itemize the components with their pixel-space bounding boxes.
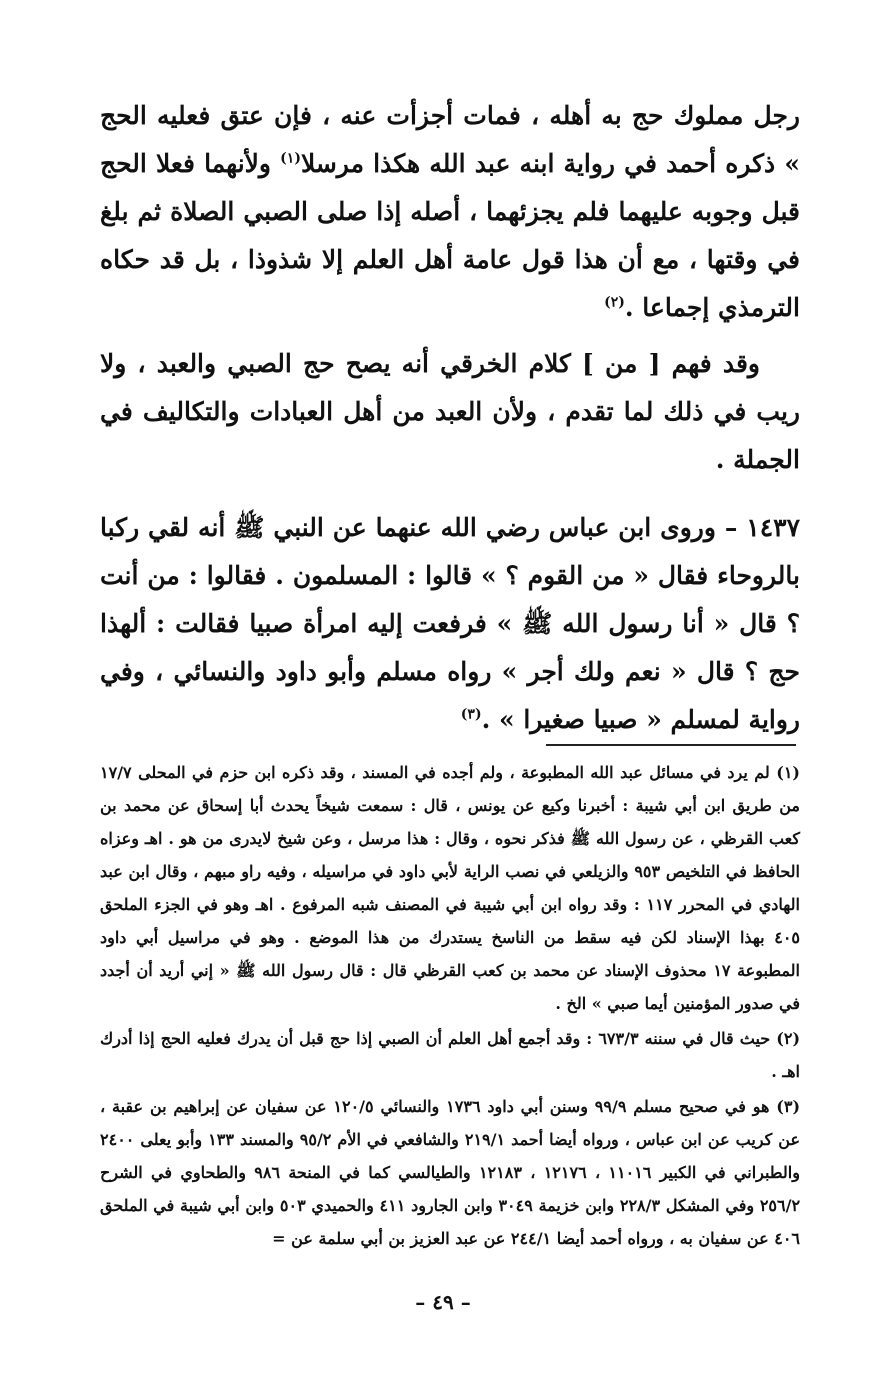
footnote-3: (٣) هو في صحيح مسلم ٩٩/٩ وسنن أبي داود ١٧٣٦ والنسائي ١٢٠/٥ عن سفيان عن إبراهيم بن عقبة ، عن كريب عن ابن عباس ، ورواه أيضا أحمد ٢١٩/١ والشافعي في الأم ٩٥/٢ والمسند ١٣٣ وأبو يعلى ٢٤٠٠ والطبراني في الكبير ١١٠١٦ ، ١٢١٧٦ ، ١٢١٨٣ والطيالسي كما في المنحة ٩٨٦ والطحاوي في الشرح ٢٥٦/٢ وفي المشكل ٢٢٨/٣ وابن خزيمة ٣٠٤٩ وابن الجارود ٤١١ والحميدي ٥٠٣ وابن أبي شيبة في الملحق ٤٠٦ عن سفيان به ، ورواه أحمد أيضا ٢٤٤/١ عن عبد العزيز بن أبي سلمة عن = (100, 1097, 801, 1248)
paragraph-1 (100, 92, 800, 332)
hadith-text: وروى ابن عباس رضي الله عنهما عن النبي ﷺ أنه لقي ركبا بالروحاء فقال « من القوم ؟ » قالوا : المسلمون . فقالوا : من أنت ؟ قال « أنا رسول الله ﷺ » فرفعت إليه امرأة صبيا فقالت : ألهذا حج ؟ قال « نعم ولك أجر » رواه مسلم وأبو داود والنسائي ، وفي رواية لمسلم « صبيا صغيرا » . (100, 513, 800, 734)
footnote-ref-3: (٣) (460, 706, 482, 723)
page-number: – ٤٩ – (415, 1290, 471, 1314)
footnote-2: (٢) حيث قال في سننه ٦٧٣/٣ : وقد أجمع أهل العلم أن الصبي إذا حج قبل أن يدرك فعليه الحج إذا أدرك اهـ . (100, 1029, 801, 1081)
paragraph-1-text: رجل مملوك حج به أهله ، فمات أجزأت عنه ، فإن عتق فعليه الحج » ذكره أحمد في رواية ابنه عبد الله هكذا مرسلا (100, 101, 800, 178)
hadith-number: ١٤٣٧ – (724, 513, 800, 542)
paragraph-2 (100, 340, 800, 484)
main-text (100, 92, 800, 752)
footnote-ref-1: (١) (280, 150, 301, 167)
footnotes (100, 756, 800, 1257)
footnote-separator (546, 744, 796, 746)
footnote-ref-2: (٢) (604, 294, 625, 311)
hadith-paragraph (100, 504, 800, 744)
paragraph-1-continuation: ولأنهما فعلا الحج قبل وجوبه عليهما فلم يجزئهما ، أصله إذا صلى الصبي الصلاة ثم بلغ في وقتها ، مع أن هذا قول عامة أهل العلم إلا شذوذا ، بل قد حكاه الترمذي إجماعا . (100, 149, 800, 322)
footnote-1: (١) لم يرد في مسائل عبد الله المطبوعة ، ولم أجده في المسند ، وقد ذكره ابن حزم في المحلى ١٧/٧ من طريق ابن أبي شيبة : أخبرنا وكيع عن يونس ، قال : سمعت شيخاً يحدث أبا إسحاق عن محمد بن كعب القرظي ، عن رسول الله ﷺ فذكر نحوه ، وقال : هذا مرسل ، وعن شيخ لايدرى من هو . اهـ وعزاه الحافظ في التلخيص ٩٥٣ والزيلعي في نصب الراية لأبي داود في مراسيله ، وفيه راو مبهم ، وقال ابن عبد الهادي في المحرر ١١٧ : وقد رواه ابن أبي شيبة في المصنف شبه المرفوع . اهـ وهو في الجزء الملحق ٤٠٥ بهذا الإسناد لكن فيه سقط من الناسخ يستدرك من هذا الموضع . وهو في مراسيل أبي داود المطبوعة ١٧ محذوف الإسناد عن محمد بن كعب القرظي قال : قال رسول الله ﷺ « إني أريد أن أجدد في صدور المؤمنين أيما صبي » الخ . (100, 763, 801, 1013)
paragraph-2-text: وقد فهم [ من ] كلام الخرقي أنه يصح حج الصبي والعبد ، ولا ريب في ذلك لما تقدم ، ولأن العبد من أهل العبادات والتكاليف في الجملة . (100, 349, 800, 474)
